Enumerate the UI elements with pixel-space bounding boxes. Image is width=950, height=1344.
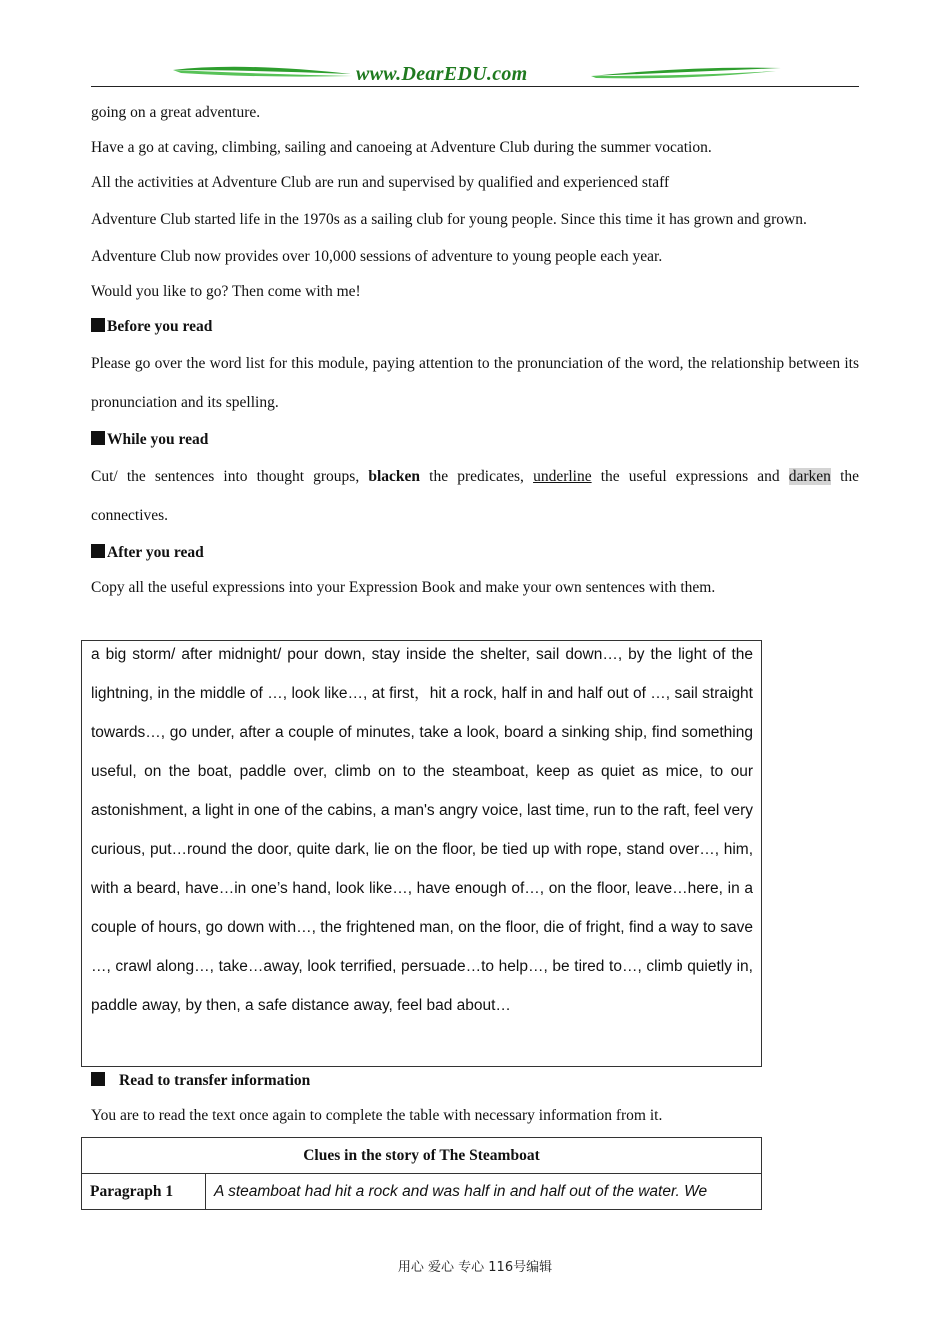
expressions-text: a big storm/ after midnight/ pour down, stay inside the shelter, sail down…, by the light of the lightning, in the middle of …, look like…, at first，hit a rock, half in and half out of …, sail straight towards…, go under, after a couple of minutes, take a look, board a sinking ship, find something useful, on the boat, paddle over, climb on to the steamboat, keep as quiet as mice, to our astonishment, a light in one of the cabins, a man's angry voice, last time, run to the raft, feel very curious, put…round the door, quite dark, lie on the floor, be tied up with rope, stand over…, him, with a beard, have…in one’s hand, look like…, have enough of…, on the floor, leave…here, in a couple of hours, go down with…, the frightened man, on the floor, die of fright, find a way to save …, crawl along…, take…away, look terrified, persuade…to help…, be tired to…, climb quietly in, paddle away, by then, a safe distance away, feel bad about… <box>91 646 753 1014</box>
page-body <box>91 95 859 605</box>
before-instruction: Please go over the word list for this module, paying attention to the pronunciation of the word, the relationship between its pronunciation and its spelling. <box>91 355 859 411</box>
square-bullet-icon <box>91 544 105 558</box>
body-line-3: All the activities at Adventure Club are run and supervised by qualified and experienced staff <box>91 174 670 191</box>
page-header <box>91 62 859 90</box>
section-heading-before <box>91 309 859 344</box>
darken-word: darken <box>788 468 831 485</box>
transfer-heading-text: Read to transfer information <box>119 1072 311 1089</box>
table-header-row <box>82 1138 762 1174</box>
while-text-part1: Cut/ the sentences into thought groups, <box>91 468 369 485</box>
square-bullet-icon <box>91 318 105 332</box>
while-text-part3: the useful expressions and <box>591 468 789 485</box>
page-footer: 用心 爱心 专心 116号编辑 <box>397 1260 553 1275</box>
table-title: Clues in the story of The Steamboat <box>82 1138 762 1174</box>
while-text-part4: the connectives. <box>91 468 860 524</box>
underline-word: underline <box>533 468 592 485</box>
while-heading-text: While you read <box>107 431 209 448</box>
row-text: A steamboat had hit a rock and was half in and half out of the water. We <box>206 1174 762 1210</box>
row-label: Paragraph 1 <box>82 1174 206 1210</box>
body-line-1: going on a great adventure. <box>91 104 261 121</box>
expressions-box <box>81 640 762 1067</box>
table-row <box>82 1174 762 1210</box>
body-line-6: Would you like to go? Then come with me! <box>91 283 361 300</box>
section-heading-while <box>91 422 859 457</box>
blacken-word: blacken <box>368 468 421 485</box>
body-line-4: Adventure Club started life in the 1970s as a sailing club for young people. Since this time it has grown and grown. <box>91 211 807 228</box>
square-bullet-icon <box>91 1072 105 1086</box>
square-bullet-icon <box>91 431 105 445</box>
header-rule <box>91 86 859 87</box>
site-logo: www.DearEDU.com <box>356 63 528 85</box>
after-heading-text: After you read <box>107 544 204 561</box>
section-heading-after <box>91 535 859 570</box>
before-heading-text: Before you read <box>107 318 213 335</box>
while-instruction <box>91 457 859 535</box>
body-line-5: Adventure Club now provides over 10,000 sessions of adventure to young people each year. <box>91 248 663 265</box>
after-instruction: Copy all the useful expressions into your Expression Book and make your own sentences with them. <box>91 579 716 596</box>
section-heading-transfer <box>91 1063 310 1098</box>
right-swoosh <box>591 68 781 76</box>
while-text-part2: the predicates, <box>420 468 534 485</box>
transfer-instruction: You are to read the text once again to complete the table with necessary information from it. <box>91 1107 663 1124</box>
clues-table <box>81 1137 762 1210</box>
body-line-2: Have a go at caving, climbing, sailing and canoeing at Adventure Club during the summer vocation. <box>91 139 712 156</box>
